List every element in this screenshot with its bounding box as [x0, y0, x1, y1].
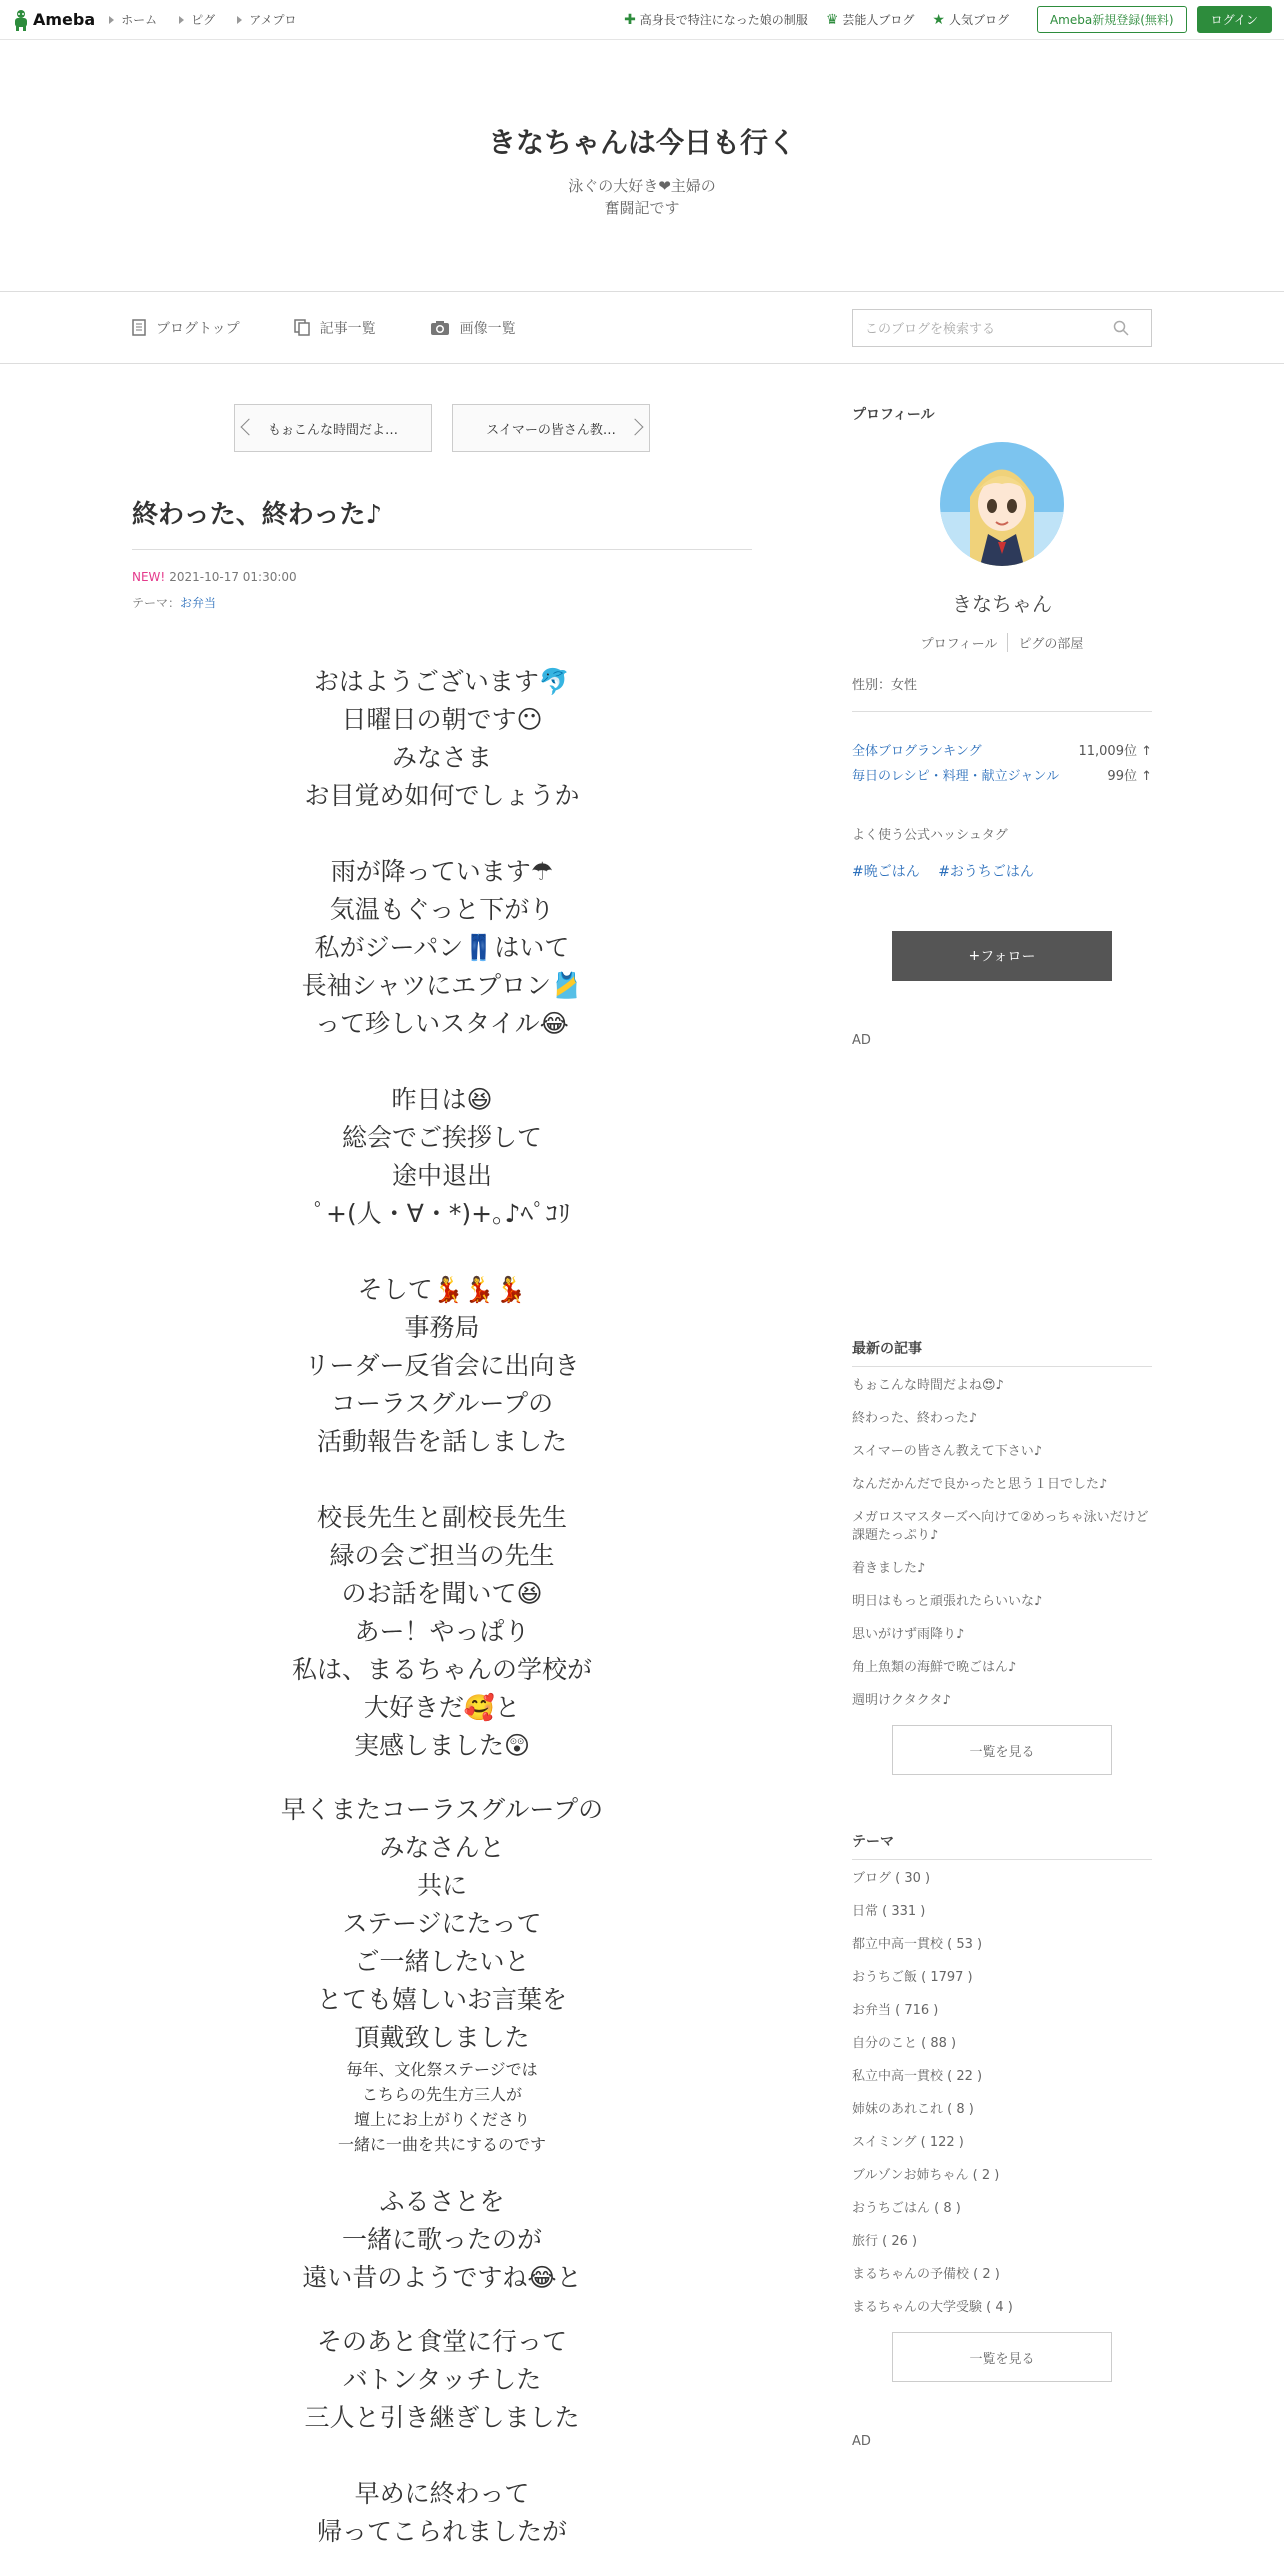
celebrity-blog-label: 芸能人ブログ: [842, 13, 915, 27]
theme-link[interactable]: 自分のこと ( 88 ): [852, 2036, 957, 2051]
follow-button[interactable]: [892, 931, 1112, 981]
image-list-label: 画像一覧: [459, 320, 516, 337]
text-line: みなさんと: [379, 1833, 505, 1862]
nav-home-label: ホーム: [121, 13, 158, 27]
paragraph-2: [132, 853, 752, 1043]
theme-more-button[interactable]: 一覧を見る: [892, 2332, 1112, 2382]
recent-article-link[interactable]: スイマーの皆さん教えて下さい♪: [852, 1444, 1043, 1459]
text-line: コーラスグループの: [330, 1389, 554, 1418]
text-line: 毎年、文化祭ステージでは: [346, 2060, 538, 2079]
logo-text: Ameba: [33, 10, 96, 29]
new-badge: NEW!: [132, 570, 166, 584]
nav-pigg-label: ピグ: [191, 13, 216, 27]
recent-article-link[interactable]: 週明けクタクタ♪: [852, 1693, 951, 1708]
top-bar: [0, 0, 1284, 40]
text-line: 日曜日の朝です😶: [341, 705, 543, 734]
nav-amepro[interactable]: [237, 11, 296, 28]
text-line: 遠い昔のようですね😂と: [302, 2263, 582, 2292]
nav-pigg[interactable]: [179, 11, 215, 28]
overall-ranking-value: 11,009位 ↑: [1078, 744, 1152, 759]
text-line: ステージにたって: [342, 1909, 542, 1938]
text-line: って珍しいスタイル😂: [315, 1009, 569, 1038]
triangle-icon: [109, 16, 114, 24]
copy-icon: [294, 319, 310, 336]
follow-label: フォロー: [980, 949, 1036, 965]
recent-more-button[interactable]: 一覧を見る: [892, 1725, 1112, 1775]
theme-link[interactable]: ブルゾンお姉ちゃん ( 2 ): [852, 2168, 1000, 2183]
text-line: 壇上にお上がりくださり: [353, 2110, 530, 2129]
profile-gender: 性別：女性: [852, 674, 1152, 712]
login-button[interactable]: ログイン: [1197, 6, 1272, 33]
text-line: 気温もぐっと下がり: [329, 895, 555, 924]
text-line: 一緒に一曲を共にするのです: [337, 2135, 546, 2154]
text-line: 校長先生と副校長先生: [316, 1503, 567, 1532]
theme-heading: テーマ: [852, 1831, 1152, 1860]
ad-label-2: AD: [852, 2434, 871, 2449]
global-nav: [0, 292, 1284, 364]
profile-heading: プロフィール: [852, 407, 935, 423]
chevron-left-icon: [241, 419, 258, 436]
article-list-label: 記事一覧: [319, 320, 376, 337]
text-line: 早くまたコーラスグループの: [280, 1795, 604, 1824]
prev-entry-button[interactable]: [234, 404, 432, 452]
text-line: 長袖シャツにエプロン🎽: [301, 971, 583, 1000]
image-list-link[interactable]: [430, 318, 516, 338]
avatar[interactable]: [940, 442, 1064, 566]
text-line: リーダー反省会に出向き: [304, 1351, 580, 1380]
theme-link[interactable]: おうちご飯 ( 1797 ): [852, 1970, 973, 1985]
profile-links: [852, 633, 1152, 652]
entry-title[interactable]: 終わった、終わった♪: [132, 494, 752, 550]
recent-article-link[interactable]: 思いがけず雨降り♪: [852, 1627, 965, 1642]
theme-link[interactable]: スイミング ( 122 ): [852, 2135, 964, 2150]
overall-ranking-link[interactable]: 全体ブログランキング: [852, 744, 982, 759]
text-line: 早めに終わって: [354, 2479, 530, 2508]
text-line: 雨が降っています☂: [330, 857, 554, 886]
recent-article-link[interactable]: 角上魚類の海鮮で晩ごはん♪: [852, 1660, 1017, 1675]
nav-home[interactable]: [109, 11, 157, 28]
theme-label: テーマ：: [132, 596, 181, 610]
recent-article-link[interactable]: なんだかんだで良かったと思う１日でした♪: [852, 1477, 1108, 1492]
theme-link[interactable]: おうちごはん ( 8 ): [852, 2201, 961, 2216]
genre-ranking-link[interactable]: 毎日のレシピ・料理・献立ジャンル: [852, 769, 1060, 784]
hashtag-list: [852, 861, 1152, 881]
text-line: お目覚め如何でしょうか: [304, 781, 580, 810]
recent-article-link[interactable]: 終わった、終わった♪: [852, 1411, 978, 1426]
text-line: 緑の会ご担当の先生: [329, 1541, 555, 1570]
paragraph-1: [132, 663, 752, 815]
hashtag-heading: よく使う公式ハッシュタグ: [852, 828, 1008, 843]
recent-article-link[interactable]: メガロスマスターズへ向けて②めっちゃ泳いだけど課題たっぷり♪: [852, 1510, 1149, 1543]
text-line: そのあと食堂に行って: [316, 2327, 567, 2356]
paragraph-8: [132, 2323, 752, 2437]
theme-link[interactable]: ブログ ( 30 ): [852, 1871, 931, 1886]
theme-link[interactable]: 都立中高一貫校 ( 53 ): [852, 1937, 983, 1952]
blog-top-link[interactable]: [132, 318, 240, 338]
text-line: 途中退出: [391, 1161, 492, 1190]
blog-search-input[interactable]: [852, 309, 1152, 347]
popular-blog-link[interactable]: [932, 11, 1009, 28]
text-line: 昨日は😆: [391, 1085, 493, 1114]
text-line: とても嬉しいお言葉を: [316, 1985, 567, 2014]
text-line: 一緒に歌ったのが: [341, 2225, 542, 2254]
recent-article-link[interactable]: もぉこんな時間だよね😍♪: [852, 1378, 1004, 1393]
theme-link[interactable]: お弁当 ( 716 ): [852, 2003, 939, 2018]
theme-link[interactable]: まるちゃんの予備校 ( 2 ): [852, 2267, 1000, 2282]
triangle-icon: [237, 16, 242, 24]
paragraph-4: [132, 1271, 752, 1461]
text-line: バトンタッチした: [342, 2365, 542, 2394]
text-line: こちらの先生方三人が: [361, 2085, 522, 2104]
text-line: 実感しました😲: [353, 1731, 531, 1760]
entry-date: 2021-10-17 01:30:00: [169, 570, 297, 584]
popular-blog-label: 人気ブログ: [948, 13, 1009, 27]
search-icon[interactable]: [1113, 320, 1129, 336]
paragraph-6-note: [132, 2057, 752, 2157]
text-line: 事務局: [404, 1313, 480, 1342]
recent-article-link[interactable]: 着きました♪: [852, 1561, 926, 1576]
paragraph-7: [132, 2183, 752, 2297]
hashtag-link[interactable]: #晩ごはん: [852, 864, 920, 880]
avatar-image: [940, 442, 1064, 566]
blog-top-label: ブログトップ: [156, 320, 240, 337]
main-content: [132, 404, 752, 2551]
text-line: そして💃💃💃: [357, 1275, 527, 1304]
star-icon: ★: [932, 11, 945, 28]
next-entry-label: スイマーの皆さん教…: [486, 422, 616, 438]
next-entry-button[interactable]: [452, 404, 650, 452]
plus-icon: ✚: [624, 11, 636, 28]
text-line: 大好きだ🥰と: [363, 1693, 521, 1722]
theme-link[interactable]: 旅行 ( 26 ): [852, 2234, 918, 2249]
entry-meta: [132, 570, 752, 611]
pig-room-link[interactable]: ピグの部屋: [1007, 633, 1083, 652]
plus-icon: +: [968, 948, 981, 964]
prev-entry-label: もぉこんな時間だよ…: [267, 422, 398, 438]
triangle-icon: [179, 16, 184, 24]
profile-name[interactable]: きなちゃん: [952, 592, 1052, 616]
article-list-link[interactable]: [294, 318, 376, 338]
blog-header: [0, 40, 1284, 292]
text-line: ご一緒したいと: [354, 1947, 530, 1976]
crown-icon: ♛: [825, 11, 839, 28]
theme-link[interactable]: まるちゃんの大学受験 ( 4 ): [852, 2300, 1013, 2315]
recent-heading: 最新の記事: [852, 1338, 1152, 1367]
text-line: 共に: [416, 1871, 467, 1900]
text-line: 帰ってこられましたが: [316, 2517, 567, 2546]
blog-title[interactable]: きなちゃんは今日も行く: [487, 125, 796, 159]
theme-link[interactable]: 私立中高一貫校 ( 22 ): [852, 2069, 983, 2084]
entry-theme-link[interactable]: お弁当: [180, 596, 217, 610]
ranking-row: [852, 765, 1152, 784]
register-button[interactable]: Ameba新規登録(無料): [1037, 6, 1187, 33]
theme-link[interactable]: 姉妹のあれこれ ( 8 ): [852, 2102, 974, 2117]
search-placeholder: このブログを検索する: [865, 322, 996, 337]
paragraph-6: [132, 1791, 752, 2057]
celebrity-blog-link[interactable]: [826, 11, 915, 28]
recent-articles: [852, 1338, 1152, 1775]
hashtag-link[interactable]: #おうちごはん: [938, 864, 1034, 880]
text-line: 活動報告を話しました: [316, 1427, 567, 1456]
text-line: ﾟ+(人・∀・*)+｡♪ﾍﾟｺﾘ: [313, 1199, 571, 1228]
blog-description: 泳ぐの大好き❤主婦の 奮闘記です: [568, 176, 716, 217]
svg-text:Ai: Ai: [1040, 554, 1050, 565]
ad-label: AD: [852, 1033, 871, 1048]
ameba-logo[interactable]: [12, 9, 95, 31]
text-line: ふるさとを: [379, 2187, 505, 2216]
featured-article-link[interactable]: [624, 11, 808, 28]
theme-list: [852, 1831, 1152, 2382]
text-line: 私は、まるちゃんの学校が: [291, 1655, 592, 1684]
entry-body: [132, 663, 752, 2551]
text-line: 三人と引き継ぎしました: [304, 2403, 580, 2432]
ranking-row: [852, 740, 1152, 759]
theme-link[interactable]: 日常 ( 331 ): [852, 1904, 926, 1919]
text-line: 私がジーパン👖はいて: [314, 933, 570, 962]
genre-ranking-value: 99位 ↑: [1107, 769, 1152, 784]
text-line: 頂戴致しました: [354, 2023, 530, 2052]
camera-icon: [430, 320, 450, 336]
document-icon: [132, 319, 146, 336]
paragraph-5: [132, 1499, 752, 1765]
ranking: [852, 740, 1152, 784]
profile-link[interactable]: プロフィール: [920, 637, 998, 652]
featured-article-label: 高身長で特注になった娘の制服: [639, 13, 808, 27]
text-line: みなさま: [391, 743, 492, 772]
recent-article-link[interactable]: 明日はもっと頑張れたらいいな♪: [852, 1594, 1043, 1609]
paragraph-3: [132, 1081, 752, 1233]
text-line: おはようございます🐬: [313, 667, 571, 696]
chevron-right-icon: [627, 419, 644, 436]
ameba-logo-icon: [12, 9, 30, 31]
sidebar: [852, 404, 1152, 2449]
paragraph-9: [132, 2475, 752, 2551]
text-line: 総会でご挨拶して: [341, 1123, 542, 1152]
entry-pager: [132, 404, 752, 452]
text-line: あー！やっぱり: [354, 1617, 530, 1646]
nav-amepro-label: アメプロ: [249, 13, 297, 27]
text-line: のお話を聞いて😆: [341, 1579, 543, 1608]
